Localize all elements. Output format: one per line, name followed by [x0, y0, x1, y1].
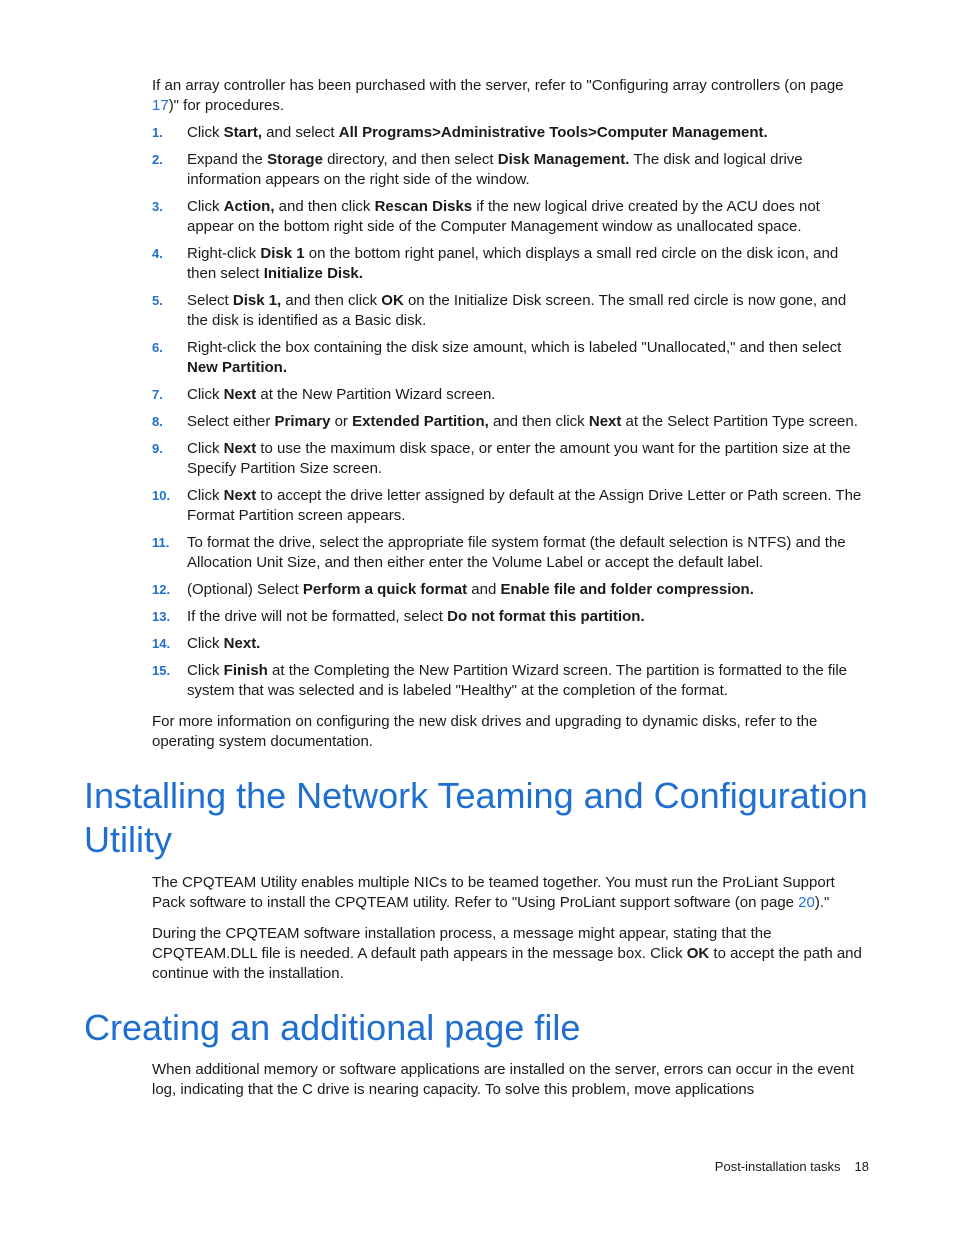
step-number: 8. — [152, 414, 163, 429]
procedure-step — [152, 580, 870, 600]
step-text: and then click — [281, 292, 382, 309]
procedure-step — [152, 439, 870, 479]
step-text: Click — [187, 662, 224, 679]
step-emphasis: Next. — [223, 635, 261, 652]
step-text: on the bottom right panel, which displays a small red circle on the disk icon, and then select — [187, 245, 839, 282]
step-text: Click — [187, 386, 224, 403]
step-text: (Optional) Select — [187, 581, 303, 598]
step-text: to accept the drive letter assigned by default at the Assign Drive Letter or Path screen. The Format Partition screen appears. — [187, 487, 862, 524]
section-heading-page-file: Creating an additional page file — [84, 1007, 581, 1048]
step-text: If the drive will not be formatted, select — [187, 608, 448, 625]
step-emphasis: Enable file and folder compression. — [500, 581, 754, 598]
step-text: To format the drive, select the appropriate file system format (the default selection is NTFS) and the Allocation Unit Size, and then either enter the Volume Label or accept the default label. — [187, 534, 846, 571]
step-text: at the Select Partition Type screen. — [621, 413, 858, 430]
step-emphasis: Disk Management. — [497, 151, 630, 168]
footer-page-number: 18 — [854, 1159, 869, 1174]
step-emphasis: Next — [223, 440, 257, 457]
step-text: Click — [187, 440, 224, 457]
step-text: The disk and logical drive information appears on the right side of the window. — [187, 151, 803, 188]
step-emphasis: Primary — [274, 413, 331, 430]
step-text: if the new logical drive created by the ACU does not appear on the bottom right side of the Computer Management window as unallocated space. — [187, 198, 820, 235]
step-emphasis: Finish — [223, 662, 268, 679]
step-emphasis: Perform a quick format — [302, 581, 468, 598]
step-text: Select — [187, 292, 233, 309]
procedure-step — [152, 123, 870, 143]
procedure-step — [152, 291, 870, 331]
network-teaming-p2-text-end: to accept the path and continue with the installation. — [152, 945, 862, 982]
procedure-step — [152, 607, 870, 627]
network-teaming-paragraph-2 — [152, 924, 868, 984]
step-text: Click — [187, 124, 224, 141]
step-emphasis: Extended Partition, — [352, 413, 489, 430]
step-text: on the Initialize Disk screen. The small red circle is now gone, and the disk is identified as a Basic disk. — [187, 292, 847, 329]
step-number: 13. — [152, 609, 171, 624]
step-text: at the New Partition Wizard screen. — [256, 386, 496, 403]
step-emphasis: Storage — [267, 151, 323, 168]
procedure-step — [152, 385, 870, 405]
procedure-step — [152, 244, 870, 284]
step-text: Click — [187, 198, 224, 215]
step-text: Select either — [187, 413, 275, 430]
step-emphasis: New Partition. — [187, 359, 288, 376]
procedure-step — [152, 338, 870, 378]
step-emphasis: Disk 1, — [232, 292, 282, 309]
step-text: and then click — [488, 413, 589, 430]
page-file-paragraph: When additional memory or software applications are installed on the server, errors can occur in the event log, indicating that the C drive is nearing capacity. To solve this problem, move applications — [152, 1061, 855, 1098]
step-text: or — [330, 413, 353, 430]
procedure-step — [152, 661, 870, 701]
step-text: at the Completing the New Partition Wizard screen. The partition is formatted to the file system that was selected and is labeled "Healthy" at the completion of the format. — [187, 662, 848, 699]
page-17-link[interactable]: 17 — [152, 97, 169, 114]
procedure-steps — [152, 123, 870, 708]
step-number: 15. — [152, 663, 171, 678]
step-emphasis: Next — [588, 413, 622, 430]
step-number: 12. — [152, 582, 171, 597]
step-emphasis: Next — [223, 487, 257, 504]
step-number: 2. — [152, 152, 163, 167]
step-text: Right-click the box containing the disk size amount, which is labeled "Unallocated," and then select — [187, 339, 842, 356]
step-number: 14. — [152, 636, 171, 651]
step-number: 9. — [152, 441, 163, 456]
step-number: 4. — [152, 246, 163, 261]
step-emphasis: OK — [381, 292, 404, 309]
step-number: 1. — [152, 125, 163, 140]
intro-text-end: )" for procedures. — [168, 97, 285, 114]
procedure-step — [152, 634, 870, 654]
step-text: directory, and then select — [322, 151, 498, 168]
step-emphasis: Initialize Disk. — [263, 265, 363, 282]
step-number: 7. — [152, 387, 163, 402]
ok-label: OK — [686, 945, 710, 962]
procedure-step — [152, 412, 870, 432]
step-text: to use the maximum disk space, or enter the amount you want for the partition size at the Specify Partition Size screen. — [187, 440, 851, 477]
network-teaming-paragraph-1 — [152, 873, 868, 913]
step-number: 5. — [152, 293, 163, 308]
network-teaming-text: The CPQTEAM Utility enables multiple NICs to be teamed together. You must run the ProLiant Support Pack software to install the CPQTEAM utility. Refer to "Using ProLiant support software (on page — [152, 874, 835, 911]
step-emphasis: Do not format this partition. — [447, 608, 645, 625]
network-teaming-text-end: )." — [814, 894, 830, 911]
intro-text: If an array controller has been purchased with the server, refer to "Configuring array controllers (on page — [152, 77, 844, 94]
step-text: Click — [187, 487, 224, 504]
intro-paragraph — [152, 76, 868, 116]
procedure-step — [152, 533, 870, 573]
footer-section-label: Post-installation tasks — [714, 1159, 841, 1174]
step-text: and then click — [274, 198, 375, 215]
procedure-step — [152, 150, 870, 190]
after-steps-paragraph: For more information on configuring the new disk drives and upgrading to dynamic disks, refer to the operating system documentation. — [152, 713, 818, 750]
step-text: and — [467, 581, 501, 598]
step-number: 11. — [152, 535, 170, 550]
step-text: and select — [262, 124, 339, 141]
step-text: Expand the — [187, 151, 268, 168]
step-number: 6. — [152, 340, 163, 355]
step-emphasis: Action, — [223, 198, 275, 215]
step-emphasis: Rescan Disks — [374, 198, 473, 215]
step-text: Right-click — [187, 245, 261, 262]
section-heading-network-teaming: Installing the Network Teaming and Configuration Utility — [84, 775, 868, 860]
step-text: Click — [187, 635, 224, 652]
step-emphasis: All Programs>Administrative Tools>Computer Management. — [338, 124, 768, 141]
network-teaming-p2-text: During the CPQTEAM software installation process, a message might appear, stating that the CPQTEAM.DLL file is needed. A default path appears in the message box. Click — [152, 925, 772, 962]
page-footer — [715, 1158, 869, 1176]
page-20-link[interactable]: 20 — [798, 894, 815, 911]
procedure-step — [152, 197, 870, 237]
step-number: 10. — [152, 488, 171, 503]
step-emphasis: Next — [223, 386, 257, 403]
procedure-step — [152, 486, 870, 526]
step-number: 3. — [152, 199, 163, 214]
step-emphasis: Start, — [223, 124, 263, 141]
step-emphasis: Disk 1 — [260, 245, 305, 262]
